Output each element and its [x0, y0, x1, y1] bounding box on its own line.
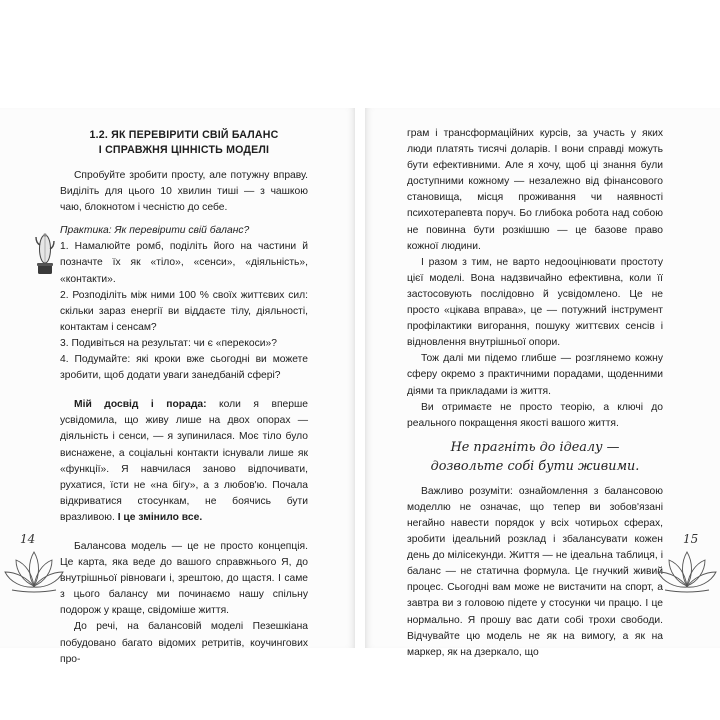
ideal-quote [407, 438, 663, 476]
model-paragraph: Балансова модель — це не просто концепція. Це карта, яка веде до вашого справжнього Я, до внутрішньої рівноваги і, зрештою, до щастя. І саме з цього балансу ми починаємо нашу спільну подорож у краще, свідоміше життя. [60, 540, 308, 617]
lotus-icon [655, 548, 719, 594]
deeper-paragraph: Тож далі ми підемо глибше — розглянемо кожну сферу окремо з практичними порадами, щоденними діями та прикладами із життя. [407, 353, 663, 397]
left-page [0, 108, 355, 665]
page-number-right: 15 [683, 532, 699, 546]
practice-step-2: 2. Розподіліть між ними 100 % своїх життєвих сил: скільки зараз енергії ви віддаєте тілу, діяльності, контактам і сенсам? [60, 289, 308, 333]
cactus-icon [34, 231, 56, 275]
practice-step-3: 3. Подивіться на результат: чи є «перекоси»? [60, 337, 277, 349]
right-column [407, 126, 663, 661]
simplicity-paragraph: І разом з тим, не варто недооцінювати простоту цієї моделі. Вона надзвичайно ефективна, коли її застосовують послідовно й усвідомлено. Це не просто «цікава вправа», це — потужний інструмент профілактики вигорання, пошуку життєвих сенсів і відновлення внутрішньої опори. [407, 256, 663, 349]
retreat-paragraph: До речі, на балансовій моделі Пезешкіана побудовано багато відомих ретритів, коучингових про- [60, 621, 308, 665]
left-column [60, 128, 308, 668]
right-page [365, 108, 720, 658]
intro-paragraph: Спробуйте зробити просту, але потужну вправу. Виділіть для цього 10 хвилин тиші — з чашкою чаю, блокнотом і чесністю до себе. [60, 170, 308, 214]
experience-lead: Мій досвід і порада: [74, 399, 207, 411]
experience-end: І це змінило все. [117, 511, 203, 523]
practice-step-1: 1. Намалюйте ромб, поділіть його на частини й позначте їх як «тіло», «сенси», «діяльність», «контакти». [60, 241, 308, 285]
keys-paragraph: Ви отримаєте не просто теорію, а ключі до реального покращення якості вашого життя. [407, 401, 663, 429]
experience-text: коли я вперше усвідомила, що живу лише на двох опорах — діяльність і сенси, — я зупинилася. Моє тіло було виснажене, а соціальні контакти існували лише як «функції». Я навчилася заново відпочивати, рухатися, їсти не «на бігу», а з любов'ю. Почала відкриватися стосункам, не боячись бути вразливою. [60, 399, 309, 523]
practice-title: Практика: Як перевірити свій баланс? [60, 225, 250, 237]
heading-line-2: І СПРАВЖНЯ ЦІННІСТЬ МОДЕЛІ [98, 144, 270, 156]
experience-paragraph [60, 397, 308, 526]
quote-line-2: дозвольте собі бути живими. [430, 458, 640, 474]
programs-paragraph: грам і трансформаційних курсів, за участь у яких люди платять тисячі доларів. І вони справді можуть бути ефективними. Але я хочу, щоб ці знання були доступними кожному — незалежно від фінансового становища, місця проживання чи наявності психотерапевта поруч. Бо глибока робота над собою не повинна бути розкішшю — це базове право кожної людини. [407, 128, 663, 252]
section-heading [60, 128, 308, 158]
practice-step-4: 4. Подумайте: які кроки вже сьогодні ви можете зробити, щоб додати уваги занедбаній сфері? [60, 354, 308, 382]
understanding-paragraph: Важливо розуміти: ознайомлення з балансовою моделлю не означає, що тепер ви зобов'язані негайно навести порядок у всіх чотирьох сферах, зробити ідеальний розклад і збалансувати кожен день до мілісекунди. Життя — не ідеальна таблиця, і баланс — не статична формула. Це гнучкий живий процес. Сьогодні вам може не вистачити на спорт, а завтра ви з головою підете у стосунки чи працю. І це нормально. Я прошу вас дати собі трохи свободи. Відчувайте цю модель не як на вимогу, а як на маркер, як на дзеркало, що [407, 485, 663, 658]
heading-line-1: 1.2. ЯК ПЕРЕВІРИТИ СВІЙ БАЛАНС [89, 129, 279, 141]
practice-block [60, 223, 308, 384]
quote-line-1: Не прагніть до ідеалу — [450, 439, 620, 455]
lotus-icon [2, 548, 66, 594]
page-number-left: 14 [20, 532, 36, 546]
